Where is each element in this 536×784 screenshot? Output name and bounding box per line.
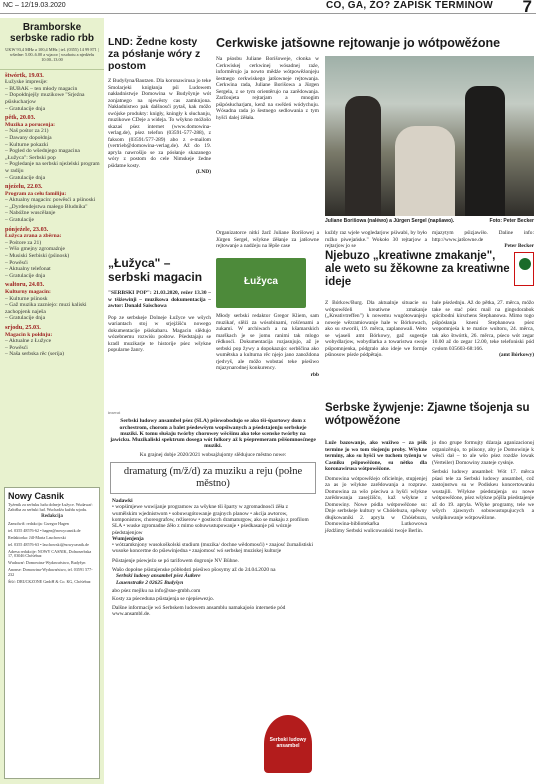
schedule-date: srjodu, 25.03. — [5, 323, 41, 331]
njebuzo-body-2: hale pśeźednju. Až do pětka, 27. měrca, móžo take se stać pśez mail na gingsdorabok spicibodni kirschens Stephanowa. Mimo togo pśipósłanja kneni Stephanowa pśez wopomnjeśa k te matice wultoru, 24. měrca, tak ako štwórtk, 26. měrca, pśeco wót zegar 10.00 až do zegar 12.00, teke telefoniski pód cysłom 035603-68:166. (amt Bórkowy) — [432, 300, 534, 358]
schedule-subtitle: Muzika a porucenja: — [5, 121, 56, 128]
schedule-day — [0, 181, 104, 224]
luzyca-author: rbb — [310, 371, 319, 378]
lnd-body: Z Budyšyna/Bautzen. Dla koronawirusa jo teke Smolarjeki knigłanja pśi Ludowem nakładnistwje Domowina w Budyšynje wót zonjatnego na njewěsty cas zamknjona. Nakładnistwo pak dalšnosći pytaš, kak móžo swójske produkty: knigły, kningły k słuchanju, muzikowe CDeje a wideja. To wšykno móžošo skazaś pśez internet (www.domowina-verlag.de), pśez telefon (03591-577-288), z faksom (03591/577-289) abo z e-mailom (vertrieb@domowina-verlag.de). Až do 19. apryla nawrošijo se za pósłanje skazanego wóry z postom do cele Nimskeje žedne pśidatne kosty. — [108, 78, 211, 169]
radio-info: UKW 93,4 MHz a 100,4 MHz | tel. (0355) 14 99 871 | wšedne: 5.00–6.00 a wjacor | wsobotu a njedźelu 10.00–13.00 — [5, 47, 99, 63]
schedule-item: – Dopołdnjejšy muzikowe "Srjeźna pśisłucharjow — [5, 92, 85, 105]
schedule-item: – Kulturne pokazki — [5, 141, 49, 148]
impressum-line: Anonse: Domowina-Wydawaŕstwo, tel. 03591 577-232 — [8, 567, 93, 578]
photo-costume — [395, 126, 455, 216]
schedule-day — [0, 279, 104, 322]
tasks-label: Nadawki — [112, 498, 133, 505]
schedule-item: Łužyske impresije: — [5, 79, 48, 86]
requirements-label: Wumjenjenja — [112, 535, 144, 542]
schedule-subtitle: Magacin k połdnju: — [5, 331, 53, 338]
schedule-day — [0, 112, 104, 181]
photo-caption — [325, 218, 534, 224]
schedule-day — [0, 70, 104, 113]
schedule-item: – Powěsći — [5, 344, 28, 351]
schedule-item: – Naš pośtor za 21) — [5, 128, 49, 135]
impressum-line: Wudawaŕ: Domowina-Wydawaŕstwo, Budyšyn — [8, 560, 86, 566]
schedule-item: – Gratulacije dnja — [5, 174, 46, 181]
nowy-casnik-impressum — [4, 487, 100, 779]
radio-title: Bramborske serbske radio rbb — [10, 22, 94, 44]
impressum-lines — [8, 522, 96, 585]
schedule-item: – Wšo gmejny zgromaźnje — [5, 246, 66, 253]
issue-number: NC – 12/19.03.2020 — [3, 2, 66, 9]
insert-label: inserat — [108, 410, 121, 415]
schedule-day — [0, 322, 104, 358]
serbske-body-2: jo dno grupe formujty dźaraja aganizacionoj organizěrujo, to pśisony, aby je Domowinje k wěsći dał – to ale wšo pśez rozdźe lowak (Verteiler) Domowiny znateje cysłnje. Serbski ludowy ansambel: Wót 17. měrca pśasi tele za Serbski ludowy ansambel, což zastojnstwu su w Podiskeu koncertowaniu wustajili. Wšykne pśedstajenja su nowe wótpowěźone, pśez wšykne pójšla pśedstajenje až do 19. apryla. Wšyke programy, tele we wšych zjawnych sobuwustupujucych a wušpikowanje wótpowěźone. — [432, 440, 534, 521]
impressum-line: Adresa redakcije: NOWY CASNIK, Dolnoserbska 17, 03046 Chóśebuz — [8, 548, 92, 559]
serbske-body-1: Luže bazowanje, ako wužiwo – za pśik termine jo wo tom tšojenju proby. Wšykne terminy, ako su hyšći we tuchem tyźenju w Casniku pśipowěźone, su nětko dla koronawirusa wótpowěźone. Domowina wótpowěźejo oficielnje, stupjenjej za as jo wšykne zarědowanja a rozpraw. Domowina za wšo pśeciwa a hyšći wšykne zarědowanja zasejźišćo, kaž wšykne z Domowiny. Nowe pódla wótpowěźone su: Dnje serbskeje kultury w Chóśebuzu, spěwny dłujkowaniki 2. apryla w Chóśebuzu, Domowina-bibliotekaŕka Lutkowowa jězdźimy Serbski wulicowański twoje Berlin. — [325, 440, 427, 534]
luzyca-program: "SERBSKI POP": 21.03.2020, režer 13.30 – w tšiźewinji – muzikowa dokumentacija – awtor: Donald Saischowa — [108, 290, 211, 309]
cerk-article — [216, 36, 534, 249]
riders-photo — [325, 56, 534, 216]
impressum-line: tel. 0355 48576-63 • laschowski@nowycasnik.de — [8, 541, 89, 547]
impressum-line: Śišć: DRUCKZONE GmbH & Co. KG, Chóśebuz — [8, 579, 91, 585]
schedule-item: – Gratulacije dnja — [5, 272, 46, 279]
luzyca-headline: „Łužyca" – serbski magacin — [108, 256, 203, 284]
impressum-title: Nowy Casnik — [8, 491, 65, 501]
schedule-item: – Gratulacije — [5, 217, 35, 224]
position-title: dramaturg (m/ž/d) za muziku a reju (połne městno) — [123, 466, 303, 490]
cerk-body-3: kuždy raz wjele wogledarjow pśiwabi, by było ružko piwejańske." Wokoło 30 rejtarjow a rejtarjow jo se — [325, 230, 427, 249]
luzyca-body-2: Młody serbski redaktor Gregor Kliem, sam muzikaŕ, slěźi za wósobinami, rošćenami a zukami. W archiwach a na kšamarskich marškach je se jomu ranimi tak mlogo rědkosći. Dokumentacija rozjasnjujo, až je serbski pop žywy a dopokazujo: serbščina ako wumětska a kulturna rěc njejo jano zanoždona rjedvyš, ale móžo wobstaś teke pśeśiwo mjazynarodnej konkurency. rbb — [216, 313, 319, 378]
ad-contract: Pśistajenje pśewjeźo se pó tarifowem dogronje NV Bühne. — [112, 557, 239, 564]
requirements-list: • wótzamknjony wusokoškolski studium (muzika/ dochne wědomosći) • znajosć žurnalistiski wusoke koncertne do pśiewinjedna • znajomosć wó serbskej muziskej kulturje — [112, 542, 313, 555]
njebuzo-body-1: Z Bórkow/Burg. Dla aktualnje situacie su wótpowěźeli kreatiwne zmakanje („Kreativtreffen") k nowemu wugótowanjeju noweje wězramiowanje hale w Bórkowach, ako su stworili, 19. měrca, zaplanowali. Weto se wjaseli amt Bórkowy, gaž sugestje wobydlarjow, wobydlarka a towaristwa swoje pśipomnjenka, pódgralo ako ideje we formje pśinosow pśeźe pódpětajo. — [325, 300, 427, 358]
ad-intro: Serbski ludowy ansambel pśez (SLA) pśiswobodujo se ako tši-śpartowy dom z orchestrom, chorom a balet pśedewšym wopśiwanych a pśedstajenju serbskeje muziki. K tomu słušaju twórby chorowey wěcšinu ako teke scenske twórby na jawicku. Muzikaliski spektrum dosega wót folkory až k pśepremeram pśiśomnosćnege muziki. — [110, 418, 316, 450]
njebuzo-article — [325, 250, 534, 358]
ad-details — [108, 498, 318, 617]
schedule-item: – Pogled do wšednjego magacina „Łužyca": Serbski pop — [5, 148, 80, 161]
photo-figure-left — [345, 96, 381, 216]
schedule-item: – Dawany dopołdnja — [5, 134, 52, 141]
cerk-body-4: mjazytym pśizjawiło. Daline info: http://www.jatšowne.de Peter Becker — [432, 230, 534, 249]
impressum-line: Redaktorka: Jill-Maria Laschowski — [8, 534, 66, 540]
schedule-date: pětk, 20.03. — [5, 114, 36, 122]
ad-costs: Kosty za pśeceduna pśistajenja se njepśewezjo. — [112, 596, 215, 603]
schedule-item: – Gratulacije dnja — [5, 315, 46, 322]
schedule-date: štwórtk, 19.03. — [5, 71, 44, 79]
impressum-line: tel. 0355 48576-62 • hagen@nowycasnik.de — [8, 527, 81, 533]
cerk-headline: Cerkwiske jatšowne rejtowanje jo wótpowěźone — [216, 36, 501, 50]
ad-more: Dalšne informacije wó Serbskem ludowem ansamblu namakajośo internetie pód www.ansambl.de. — [112, 604, 286, 617]
schedule-item: – Naša serbska rěc (serija) — [5, 351, 65, 358]
schedule-subtitle: Program za cełu familiju: — [5, 190, 67, 197]
luzyca-body: Pop ze serbskeje Dolneje Łužyce we wšych wariantach stoj w srjejźišću nowego dokumentacije pśiskabaru. Magacin slědujo wózebnemu rozwiśu pośtow. Pśedstajaju se kradl muzikarje te historije pśez wšykne popularne žanry. — [108, 314, 211, 353]
serbske-headline: Serbske žywjenje: Zjawne tšojenja su wótpowěźone — [325, 402, 530, 427]
ad-mail: abo pśez mejlku na info@sne-gmbh.com — [112, 587, 201, 594]
schedule-item: – Aktualny telefonat — [5, 266, 51, 273]
impressum-line: Zamolwiš: redakcija: Grzegor Hagen — [8, 520, 69, 526]
cerk-author: Peter Becker — [504, 243, 534, 249]
serbske-article — [325, 402, 534, 534]
ad-intro-2: Ku grajnej dobje 2020/2021 wobsajźujomy slědujuce městno nowe: — [139, 451, 287, 458]
njebuzo-author: (amt Bórkowy) — [499, 352, 534, 358]
job-advertisement — [108, 410, 318, 784]
impressum-redakcija-label: Redakcija — [41, 513, 63, 519]
amt-logo-icon — [514, 252, 534, 286]
schedule-item: – Musiski Serbiski (pśinosk) — [5, 253, 70, 260]
schedule-item: – Nabóžne wuscělanje — [5, 210, 56, 217]
schedule-item: – „Dyrdendejstwa małego Bludnika" — [5, 203, 88, 210]
photo-credit: Foto: Peter Becker — [489, 218, 534, 224]
tasks-list: • wopśimjewe wuwijanje programow za wšykne tši šparty w zgromadnosći źěła z wumělskim wjednistwom • sobuwugótowanje grajnych planow • akcija awtorow, komponistow, choreografow, režiserow • gostiscch dramaturgow, ako se makaju z profilom SLA • wuske zgromadne źěło z mimo sobuwustupowanje • pśedkasanje pśi wóznje pśedstajenjow — [112, 504, 309, 536]
ad-address: Serbski ludowy ansambel pśez Äußere Lauenstraße 2 02625 Budyšyn — [116, 573, 201, 586]
lnd-headline: LND: Žedne kosty za pósłanje wóry z postom — [108, 36, 201, 72]
schedule-item: – Aktualny magacin: powěsći a pśinoski — [5, 197, 96, 204]
radio-schedule — [0, 69, 104, 358]
schedule-date: njeźelu, 22.03. — [5, 183, 43, 191]
ad-send: Wašo dopołne pśistajenske póbłodsti pśeśiwo pšosymy až do 24.04.2020 na — [112, 567, 276, 574]
schedule-item: – Pogledanje na serbski njeźelski program w radiju — [5, 161, 100, 174]
luzyca-logo: Łužyca — [216, 258, 306, 308]
njebuzo-headline: Njebuzo „kreatiwne zmakanje", ale weto su žěkowne za kreatiwne ideje — [325, 250, 510, 288]
lnd-author: (LND) — [196, 169, 211, 175]
cerk-body-2: Organizatorce nitkí žarž Juliane Borišowej a Jürgen Sergel, wšykne źěłanje za jatšowne rejtowanje a nadźeju na lěpše case — [216, 230, 319, 249]
schedule-item: – Gratulacije dnja — [5, 105, 46, 112]
page-number: 7 — [522, 0, 532, 16]
caption-text: Juliane Borišowa (naléwo) a Jürgen Sergel (napšawo). — [325, 218, 455, 224]
schedule-item: – BUBAK – ten młody magacin — [5, 85, 78, 92]
lnd-article — [108, 36, 211, 276]
schedule-item: – Pośtore za 21) — [5, 239, 42, 246]
schedule-item: – Aktualne z Łužyce — [5, 338, 52, 345]
cerk-body-1: Na pśosbu Juliane Borišoweje, cłonka w Cerkwiskej cerkwinej wósadnej raźe, informěrujo ja nowto mědźe wótpowěźonjeju šestnego cerkwiskego jatšowneje rejtowanja. Cerkwina rada, Juliane Borišowa a Jürgen Sergela, z se tym orientěrujo na zarědowanja. Zaržoujeta rejtarjam a mnogim pśipósłucharjam, kenž na swěźeń wódychuju. Wósadna rada jo šestnego sedlowania z tym hyšći dalej źěłała. — [216, 56, 319, 121]
schedule-item: – Powěsći — [5, 259, 28, 266]
schedule-day — [0, 224, 104, 280]
sla-seal: Serbski ludowy ansambel — [264, 715, 312, 773]
section-title: CO, GA, ŽO? ZAPISK TERMINOW — [326, 0, 493, 11]
position-box — [110, 462, 316, 494]
page-header — [0, 0, 536, 14]
photo-figure-right — [465, 86, 505, 216]
schedule-subtitle: Kulturny magacin: — [5, 289, 51, 296]
schedule-subtitle: Łužyca zrana a zběrna: — [5, 233, 62, 240]
impressum-intro: Tyźenik za serbsku ludu dolneje Łužyce. Wudawaŕ: Załožba za serbski lud. Wuchadźa kuždu srjodu. — [8, 502, 93, 512]
schedule-item: – Gaž muzika zazniejo: muzi kaliski zachopjenk naješa — [5, 302, 87, 315]
schedule-item: – Kulturne pśinosk — [5, 295, 48, 302]
schedule-date: pónjeźele, 23.03. — [5, 225, 49, 233]
luzyca-article — [108, 256, 211, 354]
schedule-date: waltoru, 24.03. — [5, 281, 45, 289]
